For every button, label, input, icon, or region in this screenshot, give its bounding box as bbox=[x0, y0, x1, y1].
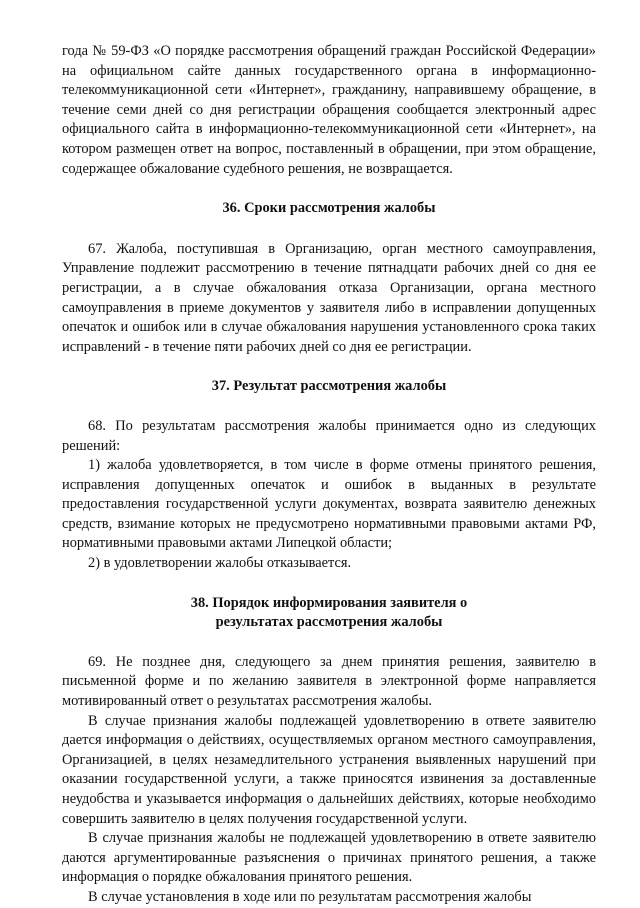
paragraph-last: В случае установления в ходе или по результатам рассмотрения жалобы bbox=[88, 888, 532, 905]
section-36-heading: 36. Сроки рассмотрения жалобы bbox=[222, 200, 436, 217]
document-page bbox=[62, 42, 596, 908]
section-37-heading: 37. Результат рассмотрения жалобы bbox=[211, 378, 447, 395]
section-38-heading: 38. Порядок информирования заявителя о результатах рассмотрения жалобы bbox=[190, 594, 468, 631]
list-item-2: 2) в удовлетворении жалобы отказывается. bbox=[88, 555, 352, 572]
paragraph-68: 68. По результатам рассмотрения жалобы принимается одно из следующих решений: bbox=[62, 417, 596, 454]
paragraph-67: 67. Жалоба, поступившая в Организацию, орган местного самоуправления, Управление подлежит рассмотрению в течение пятнадцати рабочих дней со дня ее регистрации, а в случае обжалования отказа Организации, органа местного самоуправления в приеме документов у заявителя либо в исправлении допущенных опечаток и ошибок или в случае обжалования нарушения установленного срока таких исправлений - в течение пяти рабочих дней со дня ее регистрации. bbox=[62, 240, 596, 355]
list-item-1: 1) жалоба удовлетворяется, в том числе в форме отмены принятого решения, исправления допущенных опечаток и ошибок в выданных в результате предоставления государственной услуги документах, возврата заявителю денежных средств, взимание которых не предусмотрено нормативными правовыми актами РФ, нормативными правовыми актами Липецкой области; bbox=[62, 457, 596, 552]
intro-paragraph: года № 59-ФЗ «О порядке рассмотрения обращений граждан Российской Федерации» на официальном сайте данных государственного органа в информационно-телекоммуникационной сети «Интернет», гражданину, направившему обращение, в течение семи дней со дня регистрации обращения сообщается электронный адрес официального сайта в информационно-телекоммуникационной сети «Интернет», на котором размещен ответ на вопрос, поставленный в обращении, при этом обращение, содержащее обжалование судебного решения, не возвращается. bbox=[62, 43, 596, 177]
paragraph-rejected: В случае признания жалобы не подлежащей удовлетворению в ответе заявителю даются аргументированные разъяснения о причинах принятого решения, а также информация о порядке обжалования принятого решения. bbox=[62, 830, 596, 886]
paragraph-69: 69. Не позднее дня, следующего за днем принятия решения, заявителю в письменной форме и по желанию заявителя в электронной форме направляется мотивированный ответ о результатах рассмотрения жалобы. bbox=[62, 653, 596, 710]
paragraph-satisfied: В случае признания жалобы подлежащей удовлетворению в ответе заявителю дается информация о действиях, осуществляемых органом местного самоуправления, Организацией, в целях незамедлительного устранения выявленных нарушений при оказании государственной услуги, а также приносятся извинения за доставленные неудобства и указывается информация о дальнейших действиях, которые необходимо совершить заявителю в целях получения государственной услуги. bbox=[62, 712, 596, 827]
